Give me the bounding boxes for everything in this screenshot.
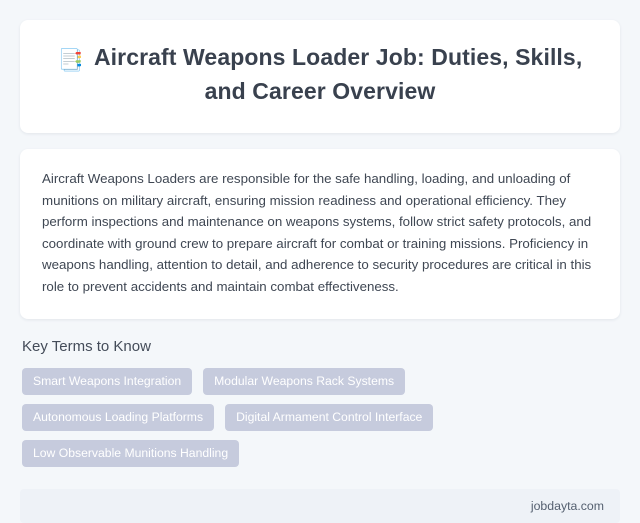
key-terms-list	[22, 368, 602, 467]
title-card	[20, 20, 620, 133]
footer-site-label: jobdayta.com	[530, 499, 604, 513]
footer-bar	[20, 489, 620, 523]
key-terms-heading: Key Terms to Know	[22, 338, 151, 355]
term-chip[interactable]: Modular Weapons Rack Systems	[203, 368, 405, 395]
summary-text: Aircraft Weapons Loaders are responsible for the safe handling, loading, and unloading of munitions on military aircraft, ensuring mission readiness and operational efficiency. They perform inspections and maintenance on weapons systems, follow strict safety protocols, and coordinate with ground crew to prepare aircraft for combat or training missions. Proficiency in weapons handling, attention to detail, and adherence to security procedures are critical in this role to prevent accidents and maintain combat effectiveness.	[42, 171, 592, 294]
term-chip[interactable]: Low Observable Munitions Handling	[22, 440, 239, 467]
page-title	[50, 42, 590, 76]
page-title-line-2: and Career Overview	[204, 78, 436, 104]
document-icon: 📑	[57, 49, 84, 72]
page-title-line-1: Aircraft Weapons Loader Job: Duties, Skills,	[93, 44, 583, 70]
term-chip[interactable]: Digital Armament Control Interface	[225, 404, 433, 431]
term-chip[interactable]: Smart Weapons Integration	[22, 368, 192, 395]
term-chip[interactable]: Autonomous Loading Platforms	[22, 404, 214, 431]
summary-card	[20, 149, 620, 319]
